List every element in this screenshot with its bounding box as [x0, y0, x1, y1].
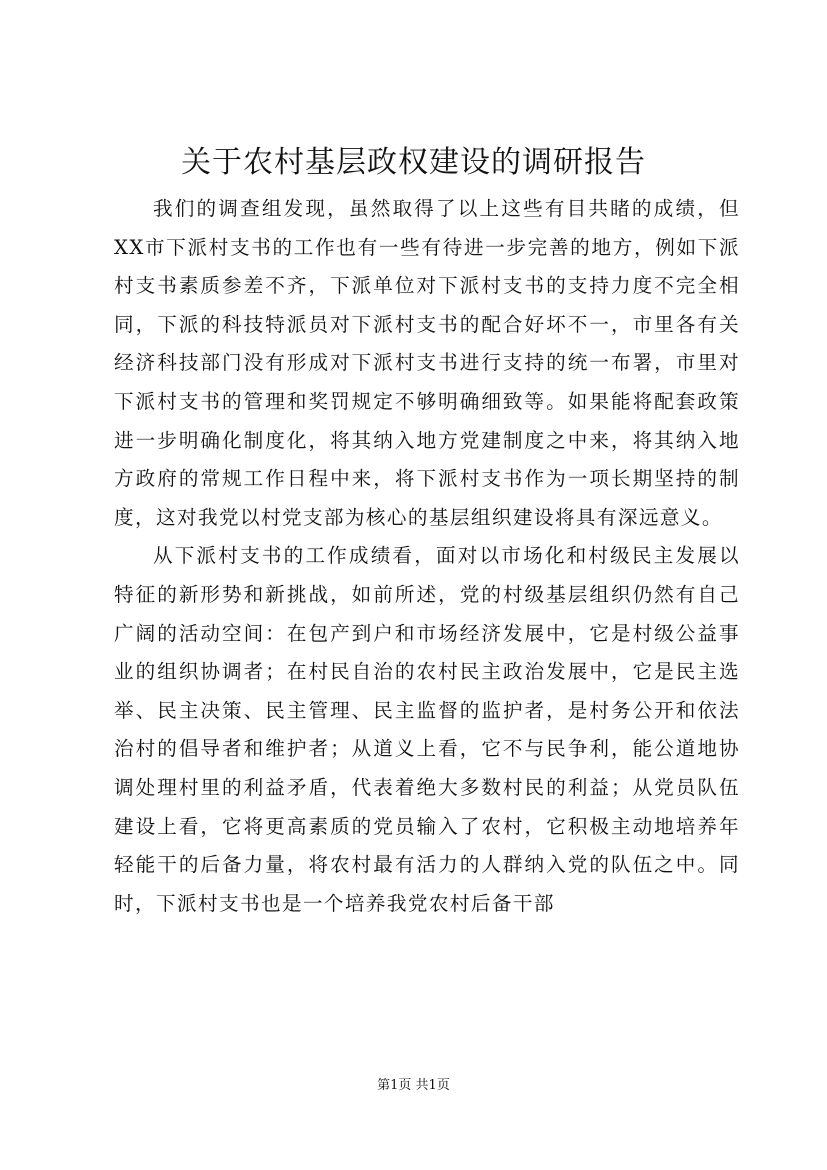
document-body: [114, 190, 740, 923]
paragraph-2: 从下派村支书的工作成绩看，面对以市场化和村级民主发展以特征的新形势和新挑战，如前所述，党的村级基层组织仍然有自己广阔的活动空间：在包产到户和市场经济发展中，它是村级公益事业的组织协调者；在村民自治的农村民主政治发展中，它是民主选举、民主决策、民主管理、民主监督的监护者，是村务公开和依法治村的倡导者和维护者；从道义上看，它不与民争利，能公道地协调处理村里的利益矛盾，代表着绝大多数村民的利益；从党员队伍建设上看，它将更高素质的党员输入了农村，它积极主动地培养年轻能干的后备力量，将农村最有活力的人群纳入党的队伍之中。同时，下派村支书也是一个培养我党农村后备干部: [114, 544, 740, 915]
page-footer: 第1页 共1页: [377, 1078, 450, 1093]
paragraph-1: 我们的调查组发现，虽然取得了以上这些有目共睹的成绩，但XX市下派村支书的工作也有一些有待进一步完善的地方，例如下派村支书素质参差不齐，下派单位对下派村支书的支持力度不完全相同，下派的科技特派员对下派村支书的配合好坏不一，市里各有关经济科技部门没有形成对下派村支书进行支持的统一布署，市里对下派村支书的管理和奖罚规定不够明确细致等。如果能将配套政策进一步明确化制度化，将其纳入地方党建制度之中来，将其纳入地方政府的常规工作日程中来，将下派村支书作为一项长期坚持的制度，这对我党以村党支部为核心的基层组织建设将具有深远意义。: [114, 197, 740, 529]
document-title: 关于农村基层政权建设的调研报告: [181, 145, 646, 180]
